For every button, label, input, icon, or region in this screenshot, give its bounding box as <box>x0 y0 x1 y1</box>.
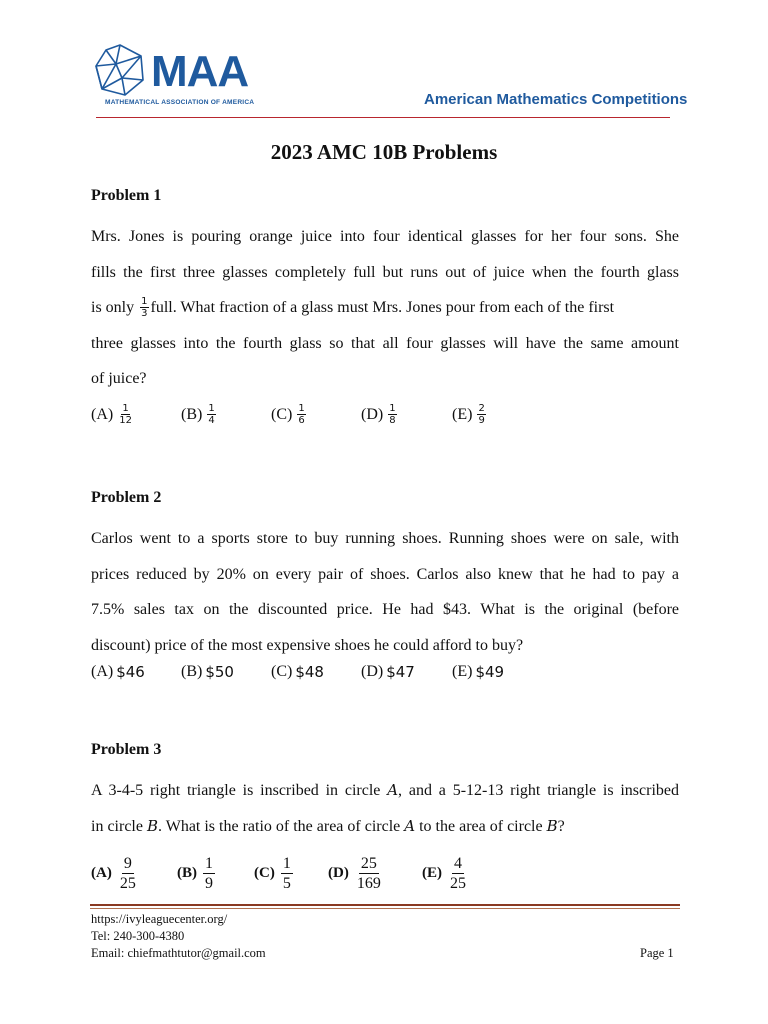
competition-name: American Mathematics Competitions <box>424 91 688 108</box>
text-run: ? <box>557 817 565 835</box>
problem-3-heading: Problem 3 <box>91 741 162 758</box>
answer-choice <box>271 657 324 687</box>
problem-2-line-1: Carlos went to a sports store to buy running shoes. Running shoes were on sale, with <box>91 530 679 547</box>
logo-subtitle: MATHEMATICAL ASSOCIATION OF AMERICA <box>105 99 255 106</box>
problem-1-line-1: Mrs. Jones is pouring orange juice into four identical glasses for her four sons. She <box>91 228 679 245</box>
fraction-numerator: 9 <box>123 854 132 872</box>
fraction-denominator: 3 <box>141 307 148 319</box>
problem-1-line-5: of juice? <box>91 370 147 387</box>
problem-2-line-4: discount) price of the most expensive shoes he could afford to buy? <box>91 636 524 654</box>
header-divider <box>96 117 670 118</box>
answer-fraction <box>477 403 485 426</box>
problem-2-text <box>91 521 679 663</box>
problem-2-heading: Problem 2 <box>91 489 162 506</box>
fraction-numerator: 1 <box>282 854 291 872</box>
page-title: 2023 AMC 10B Problems <box>270 140 498 164</box>
text-run: A 3-4-5 right triangle is inscribed in circle <box>91 782 388 799</box>
answer-choice <box>452 657 504 687</box>
answer-fraction <box>448 854 468 893</box>
answer-fraction <box>207 403 215 426</box>
text-run: , and a 5-12-13 right triangle is inscribed <box>398 782 679 799</box>
answer-label: (A) <box>91 864 112 881</box>
answer-fraction <box>281 854 293 893</box>
math-variable: A <box>387 781 399 799</box>
answer-value: $49 <box>475 663 505 681</box>
problem-3-line-1 <box>91 773 679 809</box>
footer-divider <box>90 904 680 906</box>
problem-3-text <box>91 773 679 844</box>
answer-choice <box>181 657 234 687</box>
answer-choice <box>254 853 293 893</box>
footer-divider-thin <box>90 908 680 909</box>
answer-choice <box>271 400 308 430</box>
answer-label: (B) <box>181 663 203 680</box>
answer-label: (C) <box>271 663 293 680</box>
answer-value: $48 <box>295 663 324 681</box>
fraction-denominator: 9 <box>205 874 213 892</box>
answer-choice <box>181 400 218 430</box>
page-number: Page 1 <box>640 946 674 960</box>
answer-label: (B) <box>181 406 203 423</box>
footer-email[interactable]: Email: chiefmathtutor@gmail.com <box>91 946 266 960</box>
answer-value: $47 <box>386 663 415 681</box>
answer-choice <box>91 657 145 687</box>
fraction-denominator: 25 <box>119 874 136 892</box>
fraction-numerator: 1 <box>141 295 148 307</box>
footer-url[interactable]: https://ivyleaguecenter.org/ <box>91 912 228 926</box>
problem-1-line-3b: full. What fraction of a glass must Mrs. Jones pour from each of the first <box>150 299 615 316</box>
answer-fraction <box>118 854 138 893</box>
problem-1-line-4: three glasses into the fourth glass so that all four glasses will have the same amount <box>91 334 679 352</box>
fraction-numerator: 1 <box>389 402 396 414</box>
fraction-denominator: 25 <box>450 874 466 892</box>
answer-label: (E) <box>452 406 473 423</box>
fraction-numerator: 4 <box>454 854 462 872</box>
answer-choice <box>361 657 415 687</box>
fraction-denominator: 8 <box>389 414 396 426</box>
fraction-numerator: 1 <box>298 402 305 414</box>
text-run: in circle <box>91 817 147 835</box>
problem-1-line-2: fills the first three glasses completely full but runs out of juice when the fourth glass <box>91 263 679 281</box>
text-run: to the area of circle <box>415 817 547 835</box>
answer-label: (E) <box>422 864 442 881</box>
answer-label: (D) <box>361 406 384 423</box>
problem-1-line-3a: is only <box>91 299 135 316</box>
problem-1-text <box>91 219 679 397</box>
fraction-numerator: 1 <box>205 854 213 872</box>
answer-choice <box>452 400 488 430</box>
fraction-denominator: 4 <box>208 414 215 426</box>
footer-phone: Tel: 240-300-4380 <box>91 929 185 943</box>
answer-fraction <box>388 403 396 426</box>
maa-logo-icon <box>92 42 148 98</box>
answer-choice <box>422 853 468 893</box>
answer-choice <box>91 853 138 893</box>
answer-value: $46 <box>116 663 145 681</box>
answer-choice <box>91 400 135 430</box>
answer-label: (C) <box>271 406 293 423</box>
fraction-denominator: 5 <box>282 874 291 892</box>
answer-fraction <box>355 854 383 893</box>
answer-choice <box>328 853 383 893</box>
answer-value: $50 <box>205 663 234 681</box>
problem-3-line-2 <box>91 809 679 845</box>
math-variable: B <box>146 816 158 835</box>
inline-fraction <box>140 296 148 319</box>
fraction-denominator: 6 <box>298 414 305 426</box>
fraction-numerator: 1 <box>208 402 215 414</box>
answer-label: (D) <box>361 663 384 680</box>
fraction-numerator: 2 <box>478 402 485 414</box>
answer-label: (D) <box>328 864 349 881</box>
problem-1-line-3 <box>91 290 679 326</box>
math-variable: B <box>546 816 558 835</box>
answer-label: (C) <box>254 864 275 881</box>
answer-fraction <box>118 403 133 426</box>
answer-label: (B) <box>177 864 197 881</box>
fraction-denominator: 12 <box>119 414 132 426</box>
answer-label: (A) <box>91 406 114 423</box>
answer-fraction <box>203 854 215 893</box>
problem-2-line-3: 7.5% sales tax on the discounted price. He had $43. What is the original (before <box>91 601 679 618</box>
answer-choice <box>361 400 399 430</box>
answer-fraction <box>297 403 305 426</box>
problem-1-heading: Problem 1 <box>91 187 162 204</box>
answer-label: (E) <box>452 663 473 680</box>
fraction-numerator: 1 <box>122 402 129 414</box>
problem-2-line-2: prices reduced by 20% on every pair of shoes. Carlos also knew that he had to pay a <box>91 565 679 583</box>
logo-letters: MAA <box>151 47 249 96</box>
text-run: . What is the ratio of the area of circle <box>158 817 405 835</box>
fraction-denominator: 169 <box>356 874 381 892</box>
math-variable: A <box>404 816 416 835</box>
answer-label: (A) <box>91 663 114 680</box>
fraction-numerator: 25 <box>360 854 377 872</box>
fraction-denominator: 9 <box>478 414 485 426</box>
answer-choice <box>177 853 215 893</box>
